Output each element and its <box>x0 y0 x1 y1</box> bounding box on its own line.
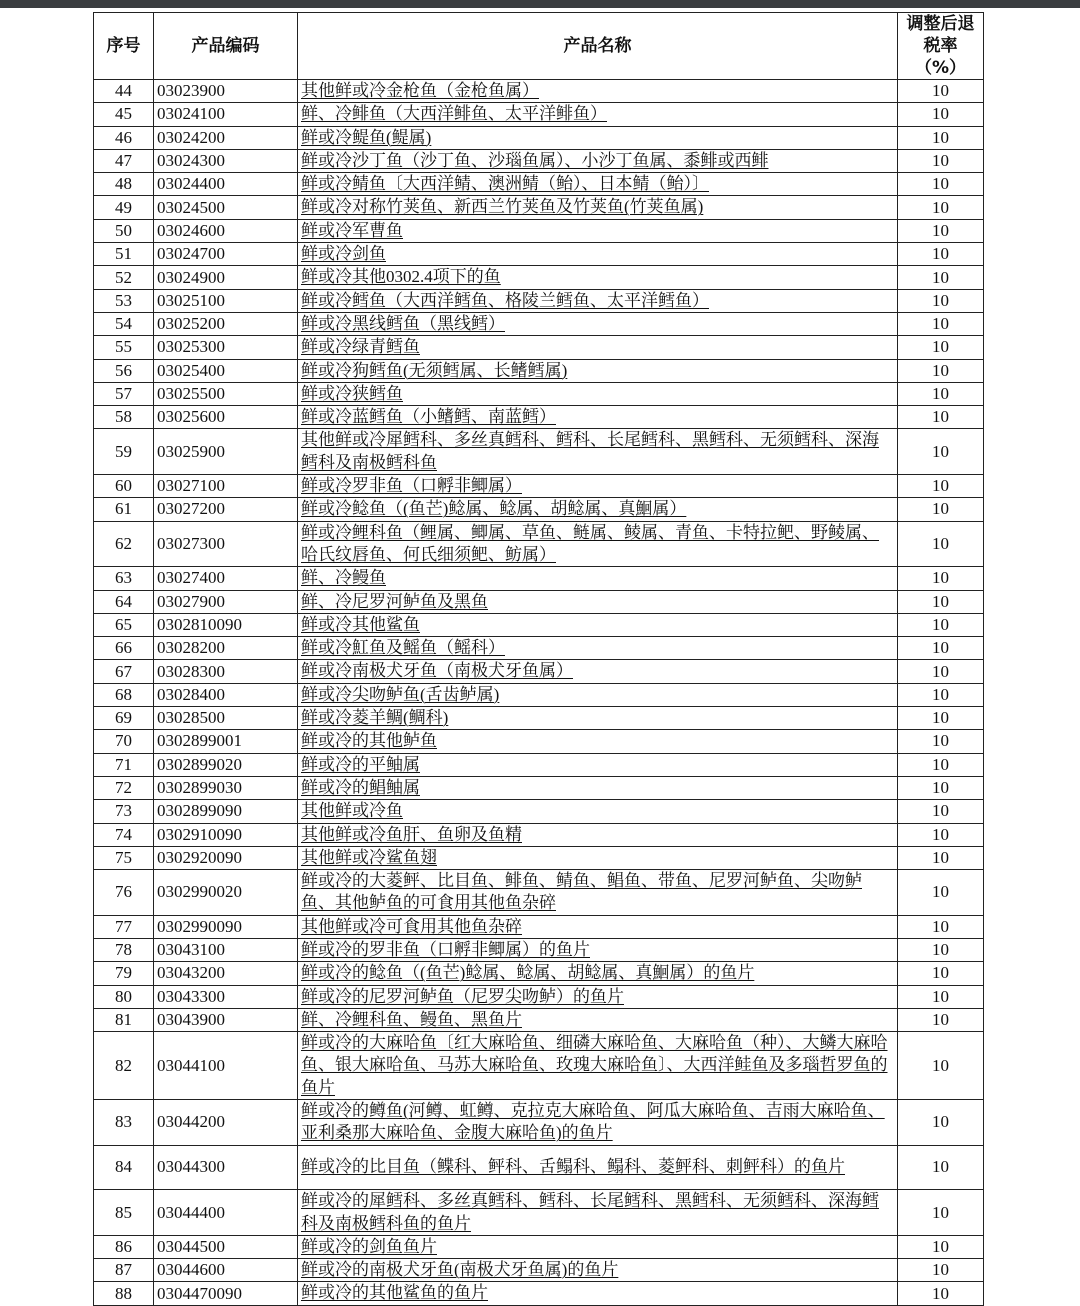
table-row <box>94 800 984 823</box>
row-name-text: 鲜或冷鳕鱼（大西洋鳕鱼、格陵兰鳕鱼、太平洋鳕鱼） <box>301 290 709 310</box>
row-name <box>298 823 898 846</box>
row-rate: 10 <box>898 846 984 869</box>
row-no: 78 <box>94 938 154 961</box>
row-name <box>298 219 898 242</box>
row-rate: 10 <box>898 962 984 985</box>
row-code: 03025500 <box>154 382 298 405</box>
header-no: 序号 <box>94 13 154 80</box>
row-name-text: 鲜或冷的犀鳕科、多丝真鳕科、鳕科、长尾鳕科、黑鳕科、无须鳕科、深海鳕科及南极鳕科鱼的鱼片 <box>301 1191 879 1233</box>
row-name <box>298 173 898 196</box>
table-row <box>94 149 984 172</box>
row-name <box>298 126 898 149</box>
row-name <box>298 915 898 938</box>
header-code: 产品编码 <box>154 13 298 80</box>
table-row <box>94 80 984 103</box>
table-row <box>94 683 984 706</box>
row-no: 63 <box>94 567 154 590</box>
row-no: 67 <box>94 660 154 683</box>
row-code: 03024900 <box>154 266 298 289</box>
row-rate: 10 <box>898 660 984 683</box>
row-name <box>298 707 898 730</box>
row-no: 49 <box>94 196 154 219</box>
row-name <box>298 1259 898 1282</box>
row-rate: 10 <box>898 173 984 196</box>
table-row <box>94 870 984 916</box>
row-no: 57 <box>94 382 154 405</box>
header-rate: 调整后退税率（%） <box>898 13 984 80</box>
table-row <box>94 567 984 590</box>
row-rate: 10 <box>898 1190 984 1236</box>
row-no: 75 <box>94 846 154 869</box>
table-row <box>94 382 984 405</box>
row-code: 0302920090 <box>154 846 298 869</box>
row-name-text: 鲜或冷的其他鲈鱼 <box>301 731 437 751</box>
tax-rebate-table <box>93 12 984 1306</box>
row-rate: 10 <box>898 870 984 916</box>
row-name <box>298 846 898 869</box>
row-no: 55 <box>94 336 154 359</box>
table-header-row <box>94 13 984 80</box>
row-no: 54 <box>94 312 154 335</box>
row-name-text: 鲜或冷的鳟鱼(河鳟、虹鳟、克拉克大麻哈鱼、阿瓜大麻哈鱼、吉雨大麻哈鱼、亚利桑那大麻哈鱼、金腹大麻哈鱼)的鱼片 <box>301 1101 885 1143</box>
row-name <box>298 429 898 475</box>
row-code: 03043300 <box>154 985 298 1008</box>
table-row <box>94 590 984 613</box>
row-name-text: 鲜或冷菱羊鲷(鲷科) <box>301 708 449 728</box>
row-rate: 10 <box>898 800 984 823</box>
row-name-text: 鲜或冷鲶鱼（(鱼芒)鲶属、鲶属、胡鲶属、真鮰属） <box>301 499 687 519</box>
table-row <box>94 219 984 242</box>
row-name <box>298 475 898 498</box>
row-no: 72 <box>94 776 154 799</box>
row-rate: 10 <box>898 613 984 636</box>
table-row <box>94 1190 984 1236</box>
row-code: 03024500 <box>154 196 298 219</box>
row-name-text: 鲜或冷的剑鱼鱼片 <box>301 1236 437 1256</box>
row-code: 03044300 <box>154 1145 298 1190</box>
row-code: 03044500 <box>154 1235 298 1258</box>
table-row <box>94 1235 984 1258</box>
row-rate: 10 <box>898 776 984 799</box>
row-name-text: 鲜或冷罗非鱼（口孵非鲫属） <box>301 476 522 496</box>
table-row <box>94 915 984 938</box>
table-row <box>94 985 984 1008</box>
row-code: 03024100 <box>154 103 298 126</box>
row-no: 87 <box>94 1259 154 1282</box>
row-rate: 10 <box>898 823 984 846</box>
row-no: 61 <box>94 498 154 521</box>
row-name <box>298 312 898 335</box>
row-code: 03027300 <box>154 521 298 567</box>
row-name-text: 其他鲜或冷犀鳕科、多丝真鳕科、鳕科、长尾鳕科、黑鳕科、无须鳕科、深海鳕科及南极鳕科鱼 <box>301 430 879 472</box>
row-code: 03044600 <box>154 1259 298 1282</box>
row-rate: 10 <box>898 521 984 567</box>
table-row <box>94 753 984 776</box>
row-name <box>298 776 898 799</box>
row-name-text: 鲜、冷鲤科鱼、鳗鱼、黑鱼片 <box>301 1009 522 1029</box>
row-no: 80 <box>94 985 154 1008</box>
table-row <box>94 1259 984 1282</box>
table-row <box>94 243 984 266</box>
row-no: 88 <box>94 1282 154 1305</box>
row-name <box>298 730 898 753</box>
row-name-text: 鲜或冷鲤科鱼（鲤属、鲫属、草鱼、鲢属、鲮属、青鱼、卡特拉鲃、野鲮属、哈氏纹唇鱼、何氏细须鲃、鲂属） <box>301 522 879 564</box>
row-name-text: 鲜或冷南极犬牙鱼（南极犬牙鱼属） <box>301 661 573 681</box>
row-name <box>298 289 898 312</box>
row-no: 64 <box>94 590 154 613</box>
row-name-text: 鲜或冷绿青鳕鱼 <box>301 337 420 357</box>
row-no: 73 <box>94 800 154 823</box>
row-name <box>298 660 898 683</box>
row-no: 47 <box>94 149 154 172</box>
row-rate: 10 <box>898 149 984 172</box>
row-name <box>298 498 898 521</box>
row-code: 0302899020 <box>154 753 298 776</box>
row-name <box>298 567 898 590</box>
row-name-text: 鲜或冷其他0302.4项下的鱼 <box>301 267 501 287</box>
row-name-text: 鲜、冷鲱鱼（大西洋鲱鱼、太平洋鲱鱼） <box>301 104 607 124</box>
row-rate: 10 <box>898 1259 984 1282</box>
table-row <box>94 1282 984 1305</box>
row-rate: 10 <box>898 1032 984 1100</box>
row-no: 85 <box>94 1190 154 1236</box>
row-no: 51 <box>94 243 154 266</box>
row-name <box>298 266 898 289</box>
row-name-text: 鲜或冷黑线鳕鱼（黑线鳕） <box>301 313 505 333</box>
table-row <box>94 498 984 521</box>
row-rate: 10 <box>898 382 984 405</box>
row-rate: 10 <box>898 1282 984 1305</box>
row-rate: 10 <box>898 590 984 613</box>
row-name-text: 鲜或冷鳀鱼(鳀属) <box>301 127 432 147</box>
row-name <box>298 149 898 172</box>
row-code: 03028400 <box>154 683 298 706</box>
header-name: 产品名称 <box>298 13 898 80</box>
row-name <box>298 406 898 429</box>
row-no: 66 <box>94 637 154 660</box>
row-name <box>298 613 898 636</box>
row-rate: 10 <box>898 915 984 938</box>
row-name <box>298 336 898 359</box>
table-row <box>94 103 984 126</box>
row-name-text: 鲜或冷的大麻哈鱼〔红大麻哈鱼、细磷大麻哈鱼、大麻哈鱼（种）、大鳞大麻哈鱼、银大麻哈鱼、马苏大麻哈鱼、玫瑰大麻哈鱼〕、大西洋鲑鱼及多瑙哲罗鱼的鱼片 <box>301 1033 888 1097</box>
table-row <box>94 429 984 475</box>
row-code: 03024700 <box>154 243 298 266</box>
row-name <box>298 1282 898 1305</box>
row-rate: 10 <box>898 637 984 660</box>
row-rate: 10 <box>898 753 984 776</box>
row-rate: 10 <box>898 266 984 289</box>
row-no: 68 <box>94 683 154 706</box>
row-no: 76 <box>94 870 154 916</box>
row-no: 44 <box>94 80 154 103</box>
row-rate: 10 <box>898 336 984 359</box>
table-row <box>94 336 984 359</box>
row-name-text: 鲜或冷的罗非鱼（口孵非鲫属）的鱼片 <box>301 939 590 959</box>
row-name-text: 鲜或冷对称竹荚鱼、新西兰竹荚鱼及竹荚鱼(竹荚鱼属) <box>301 197 704 217</box>
table-row <box>94 707 984 730</box>
row-code: 0302899001 <box>154 730 298 753</box>
row-name <box>298 243 898 266</box>
row-rate: 10 <box>898 567 984 590</box>
row-code: 03023900 <box>154 80 298 103</box>
row-no: 83 <box>94 1100 154 1146</box>
table-row <box>94 1032 984 1100</box>
row-code: 0302899090 <box>154 800 298 823</box>
table-row <box>94 406 984 429</box>
table-row <box>94 1008 984 1031</box>
row-code: 03027200 <box>154 498 298 521</box>
row-code: 03025600 <box>154 406 298 429</box>
row-no: 46 <box>94 126 154 149</box>
row-name-text: 鲜或冷的其他鲨鱼的鱼片 <box>301 1283 488 1303</box>
row-name-text: 鲜或冷蓝鳕鱼（小鳍鳕、南蓝鳕） <box>301 407 556 427</box>
table-row <box>94 730 984 753</box>
row-code: 03025200 <box>154 312 298 335</box>
row-name <box>298 985 898 1008</box>
table-row <box>94 938 984 961</box>
row-no: 45 <box>94 103 154 126</box>
row-code: 0302990090 <box>154 915 298 938</box>
table-row <box>94 312 984 335</box>
table-row <box>94 289 984 312</box>
row-name-text: 鲜或冷其他鲨鱼 <box>301 614 420 634</box>
row-rate: 10 <box>898 243 984 266</box>
row-name-text: 鲜或冷的尼罗河鲈鱼（尼罗尖吻鲈）的鱼片 <box>301 986 624 1006</box>
row-name <box>298 359 898 382</box>
row-name-text: 其他鲜或冷金枪鱼（金枪鱼属） <box>301 81 539 100</box>
row-code: 03043200 <box>154 962 298 985</box>
row-code: 03027100 <box>154 475 298 498</box>
row-rate: 10 <box>898 429 984 475</box>
row-code: 03024200 <box>154 126 298 149</box>
row-name-text: 鲜、冷鳗鱼 <box>301 568 386 588</box>
row-no: 65 <box>94 613 154 636</box>
row-no: 81 <box>94 1008 154 1031</box>
row-code: 03043100 <box>154 938 298 961</box>
table-row <box>94 613 984 636</box>
row-name-text: 其他鲜或冷可食用其他鱼杂碎 <box>301 916 522 936</box>
row-code: 0302810090 <box>154 613 298 636</box>
table-body <box>94 80 984 1306</box>
row-name-text: 鲜或冷的比目鱼（鲽科、鲆科、舌鳎科、鳎科、菱鲆科、刺鲆科）的鱼片 <box>301 1157 845 1177</box>
row-name-text: 鲜或冷狭鳕鱼 <box>301 383 403 403</box>
row-name-text: 鲜或冷军曹鱼 <box>301 220 403 240</box>
row-name <box>298 1008 898 1031</box>
row-code: 0304470090 <box>154 1282 298 1305</box>
row-name <box>298 521 898 567</box>
row-name <box>298 103 898 126</box>
row-name <box>298 683 898 706</box>
table-row <box>94 196 984 219</box>
row-code: 03025400 <box>154 359 298 382</box>
row-rate: 10 <box>898 1008 984 1031</box>
table-row <box>94 962 984 985</box>
row-name-text: 鲜或冷鲭鱼〔大西洋鲭、澳洲鲭（鲐）、日本鲭（鲐）〕 <box>301 174 709 194</box>
row-no: 84 <box>94 1145 154 1190</box>
row-code: 03025100 <box>154 289 298 312</box>
row-rate: 10 <box>898 985 984 1008</box>
row-code: 03028300 <box>154 660 298 683</box>
row-rate: 10 <box>898 498 984 521</box>
row-name-text: 鲜或冷的南极犬牙鱼(南极犬牙鱼属)的鱼片 <box>301 1260 619 1280</box>
row-rate: 10 <box>898 1145 984 1190</box>
row-name <box>298 1100 898 1146</box>
row-code: 03024300 <box>154 149 298 172</box>
row-code: 03043900 <box>154 1008 298 1031</box>
row-code: 03024400 <box>154 173 298 196</box>
row-rate: 10 <box>898 219 984 242</box>
row-code: 0302910090 <box>154 823 298 846</box>
row-name <box>298 1145 898 1190</box>
row-rate: 10 <box>898 126 984 149</box>
row-no: 71 <box>94 753 154 776</box>
row-name-text: 鲜或冷魟鱼及鳐鱼（鳐科） <box>301 638 505 658</box>
table-row <box>94 660 984 683</box>
row-name-text: 其他鲜或冷鲨鱼翅 <box>301 847 437 867</box>
row-name <box>298 382 898 405</box>
table-row <box>94 823 984 846</box>
row-code: 03044100 <box>154 1032 298 1100</box>
row-code: 0302990020 <box>154 870 298 916</box>
row-code: 03028500 <box>154 707 298 730</box>
row-no: 74 <box>94 823 154 846</box>
row-rate: 10 <box>898 196 984 219</box>
row-no: 77 <box>94 915 154 938</box>
row-code: 03028200 <box>154 637 298 660</box>
table-row <box>94 846 984 869</box>
row-no: 48 <box>94 173 154 196</box>
row-code: 03027900 <box>154 590 298 613</box>
row-name-text: 鲜或冷尖吻鲈鱼(舌齿鲈属) <box>301 684 500 704</box>
row-name-text: 其他鲜或冷鱼 <box>301 801 403 821</box>
table-row <box>94 637 984 660</box>
row-no: 56 <box>94 359 154 382</box>
row-name <box>298 962 898 985</box>
row-rate: 10 <box>898 475 984 498</box>
row-code: 03044200 <box>154 1100 298 1146</box>
row-name-text: 鲜或冷沙丁鱼（沙丁鱼、沙瑙鱼属）、小沙丁鱼属、黍鲱或西鲱 <box>301 150 769 170</box>
row-code: 0302899030 <box>154 776 298 799</box>
row-rate: 10 <box>898 103 984 126</box>
table-row <box>94 1145 984 1190</box>
row-rate: 10 <box>898 1100 984 1146</box>
viewer-toolbar <box>0 0 1080 8</box>
row-rate: 10 <box>898 683 984 706</box>
row-name <box>298 637 898 660</box>
table-row <box>94 359 984 382</box>
row-no: 79 <box>94 962 154 985</box>
row-no: 60 <box>94 475 154 498</box>
row-no: 62 <box>94 521 154 567</box>
row-name-text: 其他鲜或冷鱼肝、鱼卵及鱼精 <box>301 824 522 844</box>
row-rate: 10 <box>898 938 984 961</box>
row-rate: 10 <box>898 80 984 103</box>
row-no: 53 <box>94 289 154 312</box>
row-rate: 10 <box>898 312 984 335</box>
table-row <box>94 475 984 498</box>
row-no: 50 <box>94 219 154 242</box>
row-no: 69 <box>94 707 154 730</box>
row-rate: 10 <box>898 406 984 429</box>
row-name <box>298 1235 898 1258</box>
row-no: 82 <box>94 1032 154 1100</box>
row-rate: 10 <box>898 289 984 312</box>
row-no: 58 <box>94 406 154 429</box>
row-name-text: 鲜或冷的平鲉属 <box>301 754 420 774</box>
table-row <box>94 126 984 149</box>
row-name-text: 鲜或冷剑鱼 <box>301 244 386 264</box>
table-row <box>94 173 984 196</box>
row-name <box>298 938 898 961</box>
row-code: 03024600 <box>154 219 298 242</box>
row-rate: 10 <box>898 1235 984 1258</box>
row-name-text: 鲜或冷的鲶鱼（(鱼芒)鲶属、鲶属、胡鲶属、真鮰属）的鱼片 <box>301 963 755 983</box>
row-no: 86 <box>94 1235 154 1258</box>
row-rate: 10 <box>898 730 984 753</box>
row-name-text: 鲜、冷尼罗河鲈鱼及黑鱼 <box>301 591 488 611</box>
table-row <box>94 1100 984 1146</box>
row-code: 03025300 <box>154 336 298 359</box>
row-code: 03025900 <box>154 429 298 475</box>
row-name <box>298 1190 898 1236</box>
row-code: 03044400 <box>154 1190 298 1236</box>
row-name-text: 鲜或冷狗鳕鱼(无须鳕属、长鳍鳕属) <box>301 360 568 380</box>
row-name <box>298 800 898 823</box>
row-rate: 10 <box>898 359 984 382</box>
table-row <box>94 776 984 799</box>
row-name <box>298 753 898 776</box>
row-name-text: 鲜或冷的鲳鲉属 <box>301 777 420 797</box>
row-name <box>298 80 898 103</box>
row-name <box>298 196 898 219</box>
table-row <box>94 521 984 567</box>
row-name <box>298 870 898 916</box>
row-rate: 10 <box>898 707 984 730</box>
row-code: 03027400 <box>154 567 298 590</box>
row-name <box>298 590 898 613</box>
row-no: 70 <box>94 730 154 753</box>
row-no: 52 <box>94 266 154 289</box>
table-row <box>94 266 984 289</box>
row-no: 59 <box>94 429 154 475</box>
row-name-text: 鲜或冷的大菱鲆、比目鱼、鲱鱼、鲭鱼、鲳鱼、带鱼、尼罗河鲈鱼、尖吻鲈鱼、其他鲈鱼的可食用其他鱼杂碎 <box>301 871 862 913</box>
row-name <box>298 1032 898 1100</box>
